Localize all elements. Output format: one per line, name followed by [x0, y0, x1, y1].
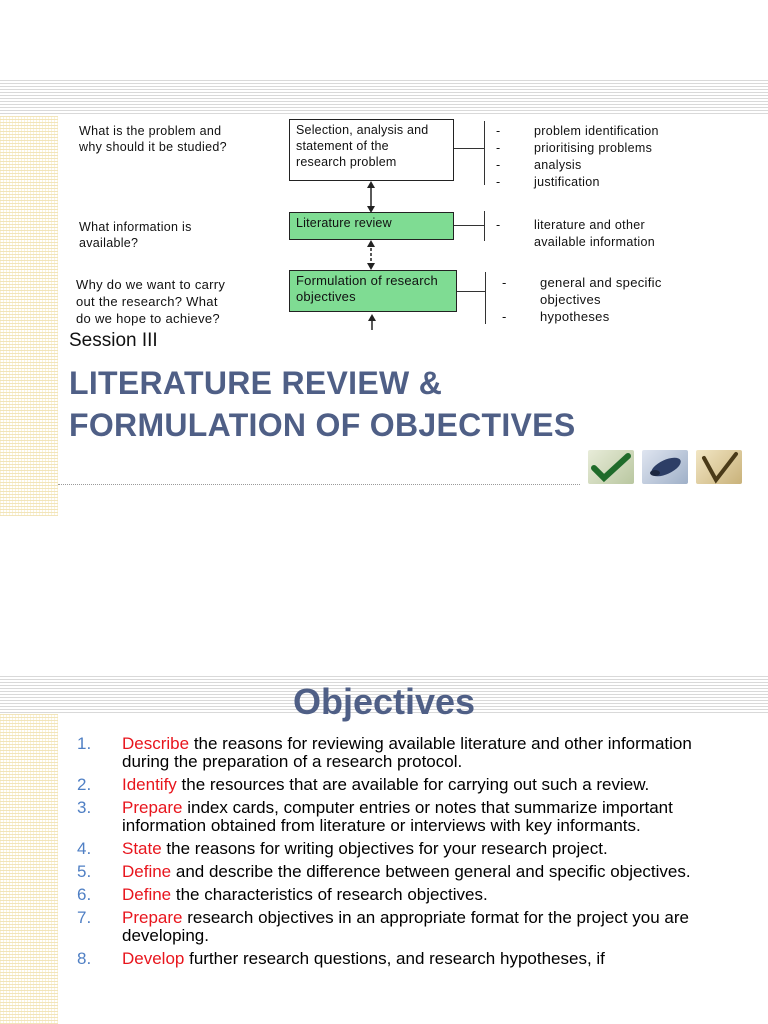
flow-box-problem: Selection, analysis and statement of the research problem [289, 119, 454, 181]
list-item-verb: State [122, 839, 162, 858]
side-pattern-2 [0, 714, 58, 1024]
checkmark-icon [588, 450, 634, 484]
connector-v3 [485, 272, 486, 324]
thumbnail-strip [588, 450, 742, 484]
list-item [77, 735, 717, 771]
list-item [77, 950, 717, 968]
list-item-text [122, 950, 605, 968]
list-item-number: 3. [77, 798, 92, 817]
list-item-rest: and describe the difference between general and specific objectives. [171, 862, 691, 881]
list-item-number: 2. [77, 775, 92, 794]
list-item-text [122, 909, 717, 945]
list-item-rest: the characteristics of research objectives. [171, 885, 488, 904]
list-item-verb: Define [122, 885, 172, 904]
connector-v2 [484, 211, 485, 241]
list-item-verb: Prepare [122, 798, 183, 817]
flow-question-3: Why do we want to carry out the research? What do we hope to achieve? [76, 277, 226, 326]
arrow-up-icon [367, 314, 377, 330]
list-item [77, 799, 717, 835]
objectives-list [77, 735, 717, 973]
objectives-title: Objectives [292, 681, 476, 722]
list-item-number: 5. [77, 862, 92, 881]
list-item-verb: Define [122, 862, 172, 881]
connector-h2 [454, 225, 484, 226]
list-item-number: 6. [77, 885, 92, 904]
slide-title: LITERATURE REVIEW & FORMULATION OF OBJECTIVES [69, 365, 576, 443]
connector-v1 [484, 121, 485, 185]
list-item-rest: further research questions, and research hypotheses, if [184, 949, 605, 968]
flow-items-2: - literature and other available information [496, 218, 655, 249]
list-item [77, 886, 717, 904]
session-label: Session III [69, 330, 158, 351]
flow-items-1: - problem identification - prioritising problems - analysis - justification [496, 124, 659, 189]
list-item-number: 7. [77, 908, 92, 927]
list-item-verb: Prepare [122, 908, 183, 927]
list-item [77, 863, 717, 881]
list-item-rest: the resources that are available for carrying out such a review. [176, 775, 650, 794]
list-item-text [122, 863, 691, 881]
list-item-rest: the reasons for writing objectives for your research project. [161, 839, 608, 858]
list-item-rest: the reasons for reviewing available literature and other information during the preparation of a research protocol. [122, 734, 692, 771]
list-item [77, 840, 717, 858]
list-item-text [122, 735, 717, 771]
list-item [77, 776, 717, 794]
flow-box-objectives: Formulation of research objectives [289, 270, 457, 312]
list-item-number: 4. [77, 839, 92, 858]
list-item-number: 8. [77, 949, 92, 968]
list-item-verb: Describe [122, 734, 190, 753]
pen-icon [642, 450, 688, 484]
flow-question-1: What is the problem and why should it be studied? [79, 124, 227, 154]
flow-question-2: What information is available? [79, 220, 192, 250]
header-stripes [0, 80, 768, 116]
list-item-text [122, 886, 488, 904]
connector-h1 [454, 148, 484, 149]
list-item-text [122, 776, 649, 794]
list-item-text [122, 799, 717, 835]
arrow-icon [365, 181, 377, 213]
list-item-verb: Develop [122, 949, 185, 968]
check-pen-icon [696, 450, 742, 484]
arrow-icon [365, 240, 377, 270]
list-item-number: 1. [77, 734, 92, 753]
divider-dotted [58, 484, 580, 485]
list-item-text [122, 840, 608, 858]
flowchart [58, 115, 732, 330]
flow-items-3: - general and specific objectives - hypotheses [502, 275, 662, 324]
flow-box-literature: Literature review [289, 212, 454, 240]
connector-h3 [457, 291, 485, 292]
list-item-verb: Identify [122, 775, 177, 794]
list-item [77, 909, 717, 945]
list-item-rest: index cards, computer entries or notes that summarize important information obtained from literature or interviews with key informants. [122, 798, 673, 835]
list-item-rest: research objectives in an appropriate format for the project you are developing. [122, 908, 689, 945]
side-pattern [0, 116, 58, 516]
